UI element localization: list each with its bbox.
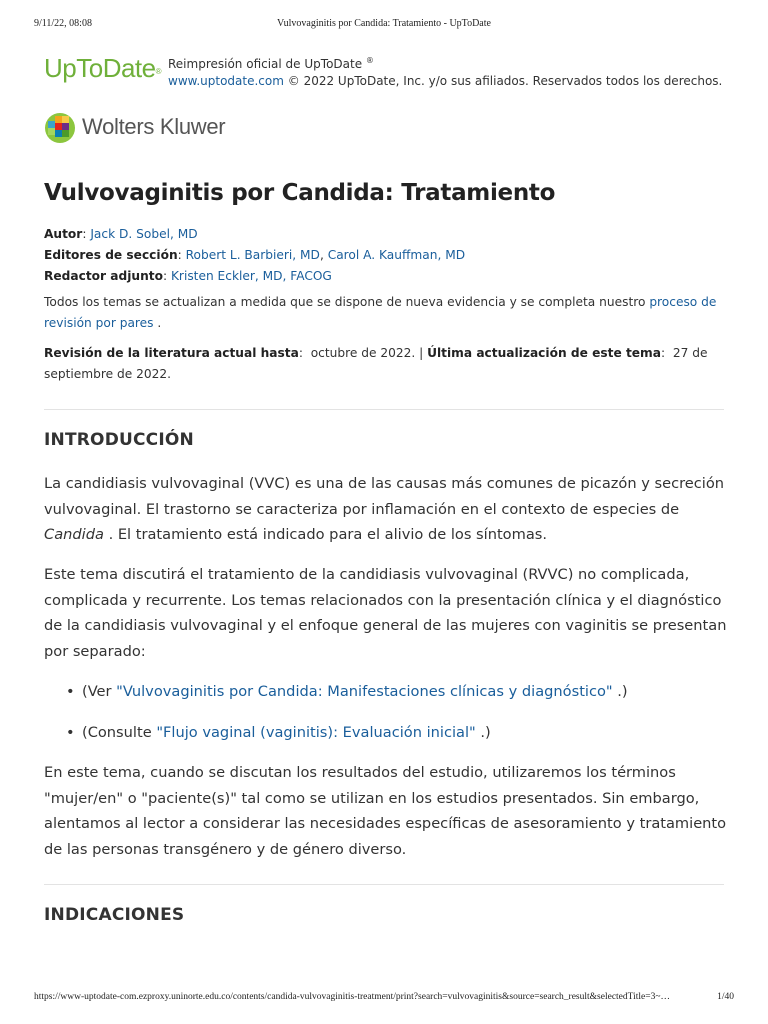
vaginal-discharge-link[interactable]: "Flujo vaginal (vaginitis): Evaluación inicial" [156,723,476,741]
bullet-icon: • [66,683,75,700]
editor-link-1[interactable]: Robert L. Barbieri, MD [185,248,320,262]
reprint-mark: ® [365,56,374,65]
bullet-2-suffix: .) [480,723,491,741]
intro-paragraph-1 [44,471,734,548]
lit-review-label: Revisión de la literatura actual hasta [44,346,299,360]
notice-text: Todos los temas se actualizan a medida que se dispone de nueva evidencia y se completa nuestro [44,295,646,309]
bullet-1-prefix: (Ver [82,683,112,700]
bullet-2-prefix: (Consulte [82,723,152,741]
intro-p1-text: La candidiasis vulvovaginal (VVC) es una de las causas más comunes de picazón y secreción vulvovaginal. El trastorno se caracteriza por inflamación en el contexto de especies de [44,475,725,518]
intro-heading: INTRODUCCIÓN [44,430,194,450]
clinical-manifestations-link[interactable]: "Vulvovaginitis por Candida: Manifestaciones clínicas y diagnóstico" [116,683,613,700]
intro-p1-text-end: . El tratamiento está indicado para el alivio de los síntomas. [108,526,548,543]
author-label: Autor [44,227,83,241]
print-footer [34,992,734,1006]
uptodate-logo[interactable] [44,52,161,84]
deputy-link[interactable]: Kristen Eckler, MD, FACOG [170,269,332,283]
reprint-line: Reimpresión oficial de UpToDate [168,57,363,71]
intro-paragraph-2: Este tema discutirá el tratamiento de la candidiasis vulvovaginal (RVVC) no complicada, complicada y recurrente. Los temas relacionados con la presentación clínica y el diagnóstico de la candidiasis vulvovaginal y el enfoque general de las mujeres con vaginitis se presentan por separado: [44,566,727,660]
copyright-text: © 2022 UpToDate, Inc. y/o sus afiliados. Reservados todos los derechos. [287,74,723,88]
page-number: 1/40 [717,992,734,1002]
deputy-label: Redactor adjunto [44,269,163,283]
review-dates: Revisión de la literatura actual hasta: octubre de 2022. | Última actualización de este tema: 27 de septiembre de 2022. [44,346,708,381]
lit-review-value: octubre de 2022. [310,346,416,360]
editors-label: Editores de sección [44,248,178,262]
article-title: Vulvovaginitis por Candida: Tratamiento [44,180,556,206]
wolters-kluwer-mosaic-icon [44,112,78,146]
site-link[interactable]: www.uptodate.com [168,74,284,88]
bullet-icon: • [66,723,75,741]
author-line: Autor: Jack D. Sobel, MD [44,227,198,241]
brand-header [44,52,734,92]
editors-line: Editores de sección: Robert L. Barbieri, MD, Carol A. Kauffman, MD [44,248,466,262]
last-update-label: Última actualización de este tema [427,346,661,360]
last-update-value: 27 de septiembre de 2022. [44,346,708,381]
peer-review-link[interactable]: proceso de revisión por pares [44,295,717,330]
print-header [34,18,734,32]
author-link[interactable]: Jack D. Sobel, MD [90,227,198,241]
divider [44,884,724,885]
editor-link-2[interactable]: Carol A. Kauffman, MD [327,248,466,262]
deputy-line: Redactor adjunto: Kristen Eckler, MD, FACOG [44,269,332,283]
reprint-notice [168,52,722,90]
divider [44,409,724,410]
bullet-1-suffix: .) [617,683,628,700]
print-title: Vulvovaginitis por Candida: Tratamiento - UpToDate [277,18,491,29]
peer-review-notice: Todos los temas se actualizan a medida que se dispone de nueva evidencia y se completa nuestro proceso de revisión por pares . [44,295,717,330]
print-date: 9/11/22, 08:08 [34,18,92,29]
wolters-kluwer-text: Wolters Kluwer [82,114,226,139]
article-credits [44,224,734,287]
indications-heading: INDICACIONES [44,905,185,925]
related-topics-list [66,679,726,745]
uptodate-logo-mark: ® [155,67,162,76]
list-item [66,720,726,746]
print-url: https://www-uptodate-com.ezproxy.uninorte.edu.co/contents/candida-vulvovaginitis-treatment/print?search=vulvovaginitis&source=search_result&selectedTitle=3~… [34,992,670,1002]
uptodate-logo-text: UpToDate [44,53,156,83]
wolters-kluwer-logo [44,112,244,146]
intro-paragraph-3: En este tema, cuando se discutan los resultados del estudio, utilizaremos los términos "mujer/en" o "paciente(s)" tal como se utilizan en los estudios presentados. Sin embargo, alentamos al lector a considerar las necesidades específicas de asesoramiento y tratamiento de las personas transgénero y de género diverso. [44,764,727,858]
list-item [66,679,726,705]
intro-p1-italic: Candida [44,526,104,543]
